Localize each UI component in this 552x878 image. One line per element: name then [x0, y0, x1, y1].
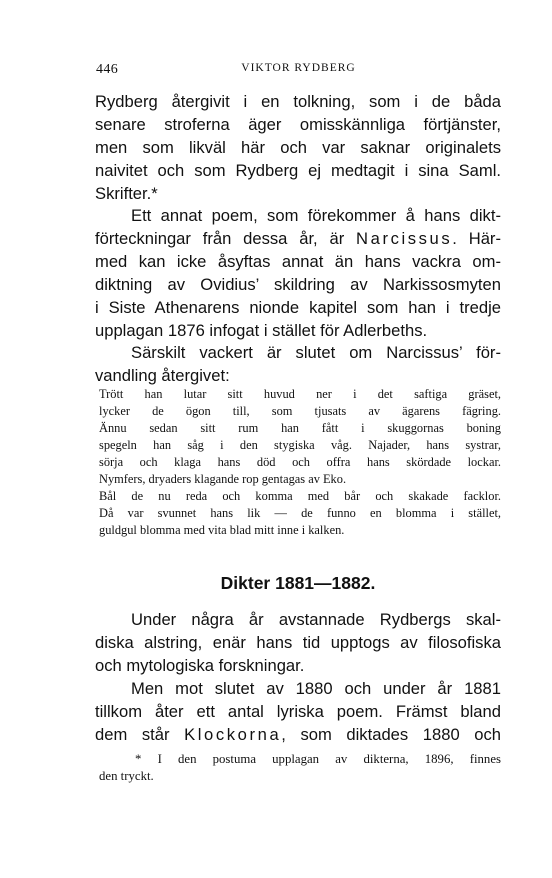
body-line: vandling återgivet: [95, 366, 230, 385]
poem-line: Trött han lutar sitt huvud ner i det saftiga gräset, [99, 387, 501, 401]
poem-line: Ännu sedan sitt rum han fått i skuggornas boning [99, 421, 501, 435]
poem-line: sörja och klaga hans död och offra hans skördade lockar. [99, 455, 501, 469]
poem-line: guldgul blomma med vita blad mitt inne i kalken. [99, 523, 345, 537]
body-text: förteckningar från dessa år, är [95, 229, 345, 248]
body-line: och mytologiska forskningar. [95, 656, 305, 675]
body-text: , som diktades 1880 och [281, 725, 501, 744]
poem-line: lycker de ögon till, som tjusats av ägarens fägring. [99, 404, 501, 418]
running-title: VIKTOR RYDBERG [241, 62, 356, 74]
body-line: med kan icke åsyftas annat än hans vackra om- [95, 252, 501, 271]
body-line: upplagan 1876 infogat i stället för Adlerbeths. [95, 321, 428, 340]
body-line: i Siste Athenarens nionde kapitel som han i tredje [95, 298, 501, 317]
poem-line: spegeln han såg i den stygiska våg. Najader, hans systrar, [99, 438, 501, 452]
poem-title-narcissus: Narcissus [356, 229, 453, 248]
body-line: Men mot slutet av 1880 och under år 1881 [131, 679, 501, 698]
poem-title-klockorna: Klockorna [184, 725, 282, 744]
body-line: diska alstring, enär hans tid upptogs av filosofiska [95, 633, 501, 652]
body-text: dem står [95, 725, 170, 744]
body-line: Under några år avstannade Rydbergs skal- [131, 610, 501, 629]
footnote-line: den tryckt. [99, 769, 154, 783]
body-line: men som likväl här och var saknar originalets [95, 138, 501, 157]
page-header [96, 62, 501, 78]
body-line: Skrifter.* [95, 184, 158, 203]
body-line: tillkom åter ett antal lyriska poem. Främst bland [95, 702, 501, 721]
section-heading: Dikter 1881—1882. [220, 573, 376, 593]
body-line [95, 724, 501, 746]
body-line: senare stroferna äger omisskännliga förtjänster, [95, 115, 501, 134]
body-line: Rydberg återgivit i en tolkning, som i de båda [95, 92, 501, 111]
page-number: 446 [96, 62, 119, 77]
body-line: naivitet och som Rydberg ej medtagit i sina Saml. [95, 161, 501, 180]
footnote-line: * I den postuma upplagan av dikterna, 1896, finnes [135, 752, 501, 766]
body-line: Särskilt vackert är slutet om Narcissus’ för- [131, 343, 501, 362]
body-line [95, 228, 501, 250]
body-line: diktning av Ovidius’ skildring av Narkissosmyten [95, 275, 501, 294]
poem-line: Då var svunnet hans lik — de funno en blomma i stället, [99, 506, 501, 520]
body-line: Ett annat poem, som förekommer å hans dikt- [131, 206, 501, 225]
poem-line: Bål de nu reda och komma med bår och skakade facklor. [99, 489, 501, 503]
body-text: . Här- [452, 229, 501, 248]
poem-line: Nymfers, dryaders klagande rop gentagas av Eko. [99, 472, 347, 486]
